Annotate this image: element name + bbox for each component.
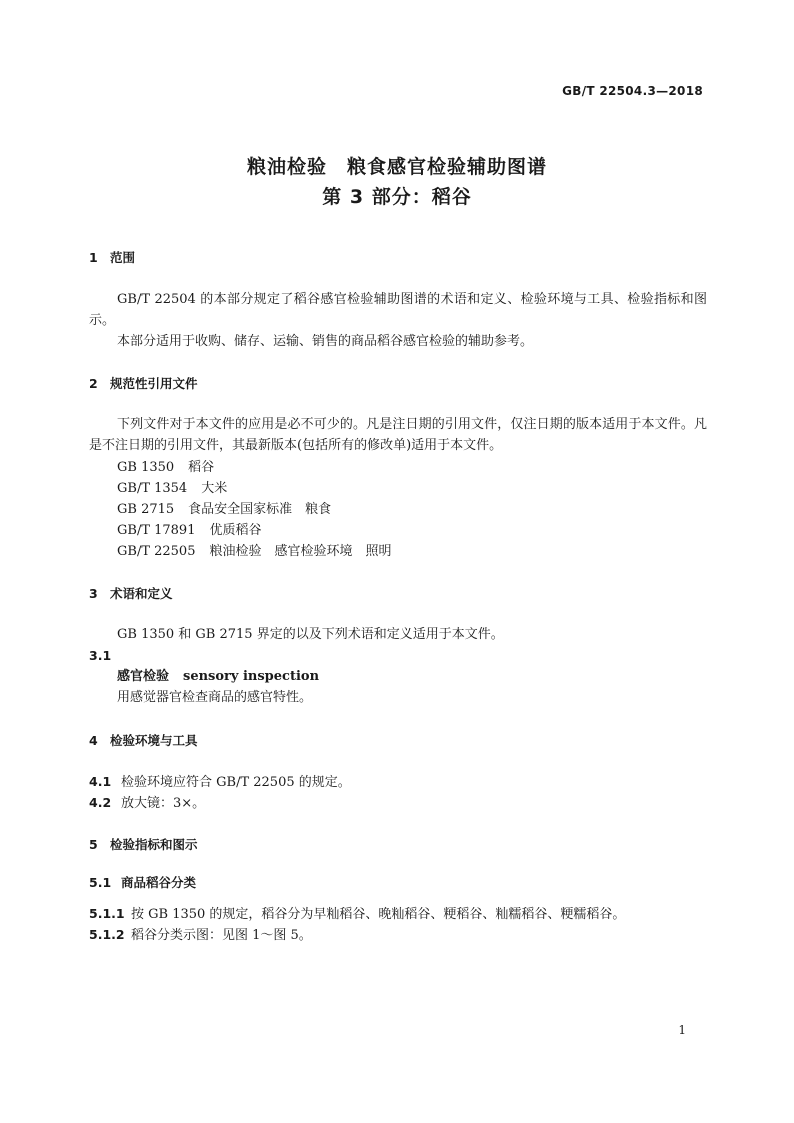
section-title: 检验环境与工具 (110, 733, 198, 748)
section-title: 检验指标和图示 (110, 837, 198, 852)
clause-text: 稻谷分类示图：见图 1～图 5。 (131, 928, 312, 943)
reference-title: 大米 (201, 481, 228, 496)
section-number: 2 (89, 376, 98, 391)
section-4-heading (89, 731, 198, 749)
document-subtitle: 第 3 部分：稻谷 (322, 186, 472, 208)
clause-number: 4.1 (89, 774, 112, 789)
term-definition: 用感觉器官检查商品的感官特性。 (117, 690, 313, 705)
clause-text: 按 GB 1350 的规定，稻谷分为早籼稻谷、晚籼稻谷、粳稻谷、籼糯稻谷、粳糯稻谷。 (131, 907, 626, 922)
reference-title: 稻谷 (188, 460, 215, 475)
section-title: 规范性引用文件 (110, 376, 198, 391)
subsection-title: 商品稻谷分类 (121, 875, 197, 890)
terms-intro: GB 1350 和 GB 2715 界定的以及下列术语和定义适用于本文件。 (117, 627, 504, 642)
section-1-heading (89, 248, 135, 266)
subsection-number: 5.1 (89, 875, 112, 890)
term-chinese: 感官检验 (117, 669, 170, 684)
clause-number: 5.1.2 (89, 927, 125, 942)
subsection-5-1-heading (89, 873, 196, 891)
clause-text: 检验环境应符合 GB/T 22505 的规定。 (121, 775, 351, 790)
section-2-heading (89, 374, 198, 392)
section-number: 4 (89, 733, 98, 748)
reference-item (117, 498, 331, 517)
clause-5-1-2 (89, 924, 312, 946)
clause-4-2 (89, 792, 205, 814)
reference-item (117, 477, 227, 496)
clause-number: 5.1.1 (89, 906, 125, 921)
reference-title: 优质稻谷 (209, 523, 262, 538)
reference-code: GB/T 17891 (117, 523, 196, 538)
clause-number: 4.2 (89, 795, 112, 810)
scope-paragraph-2: 本部分适用于收购、储存、运输、销售的商品稻谷感官检验的辅助参考。 (117, 334, 534, 349)
normative-refs-intro: 下列文件对于本文件的应用是必不可少的。凡是注日期的引用文件，仅注日期的版本适用于本文件。凡是不注日期的引用文件，其最新版本(包括所有的修改单)适用于本文件。 (89, 417, 707, 453)
reference-code: GB 1350 (117, 460, 175, 475)
section-number: 5 (89, 837, 98, 852)
term-entry (117, 666, 319, 687)
term-english: sensory inspection (183, 669, 320, 684)
section-5-heading (89, 835, 198, 853)
standard-code: GB/T 22504.3—2018 (562, 84, 703, 98)
reference-code: GB/T 1354 (117, 481, 188, 496)
section-number: 1 (89, 250, 98, 265)
reference-code: GB 2715 (117, 502, 175, 517)
reference-title: 食品安全国家标准 粮食 (188, 502, 332, 517)
document-title: 粮油检验 粮食感官检验辅助图谱 (246, 156, 547, 178)
section-title: 术语和定义 (110, 586, 173, 601)
clause-4-1 (89, 771, 351, 793)
term-number: 3.1 (89, 648, 112, 663)
section-title: 范围 (110, 250, 136, 265)
section-number: 3 (89, 586, 98, 601)
reference-title: 粮油检验 感官检验环境 照明 (209, 544, 392, 559)
scope-paragraph-1: GB/T 22504 的本部分规定了稻谷感官检验辅助图谱的术语和定义、检验环境与工具、检验指标和图示。 (89, 292, 707, 328)
clause-5-1-1 (89, 903, 625, 925)
reference-item (117, 456, 214, 475)
reference-item (117, 540, 392, 559)
reference-item (117, 519, 262, 538)
page-number: 1 (678, 1023, 686, 1037)
section-3-heading (89, 584, 173, 602)
reference-code: GB/T 22505 (117, 544, 196, 559)
clause-text: 放大镜：3×。 (121, 796, 206, 811)
